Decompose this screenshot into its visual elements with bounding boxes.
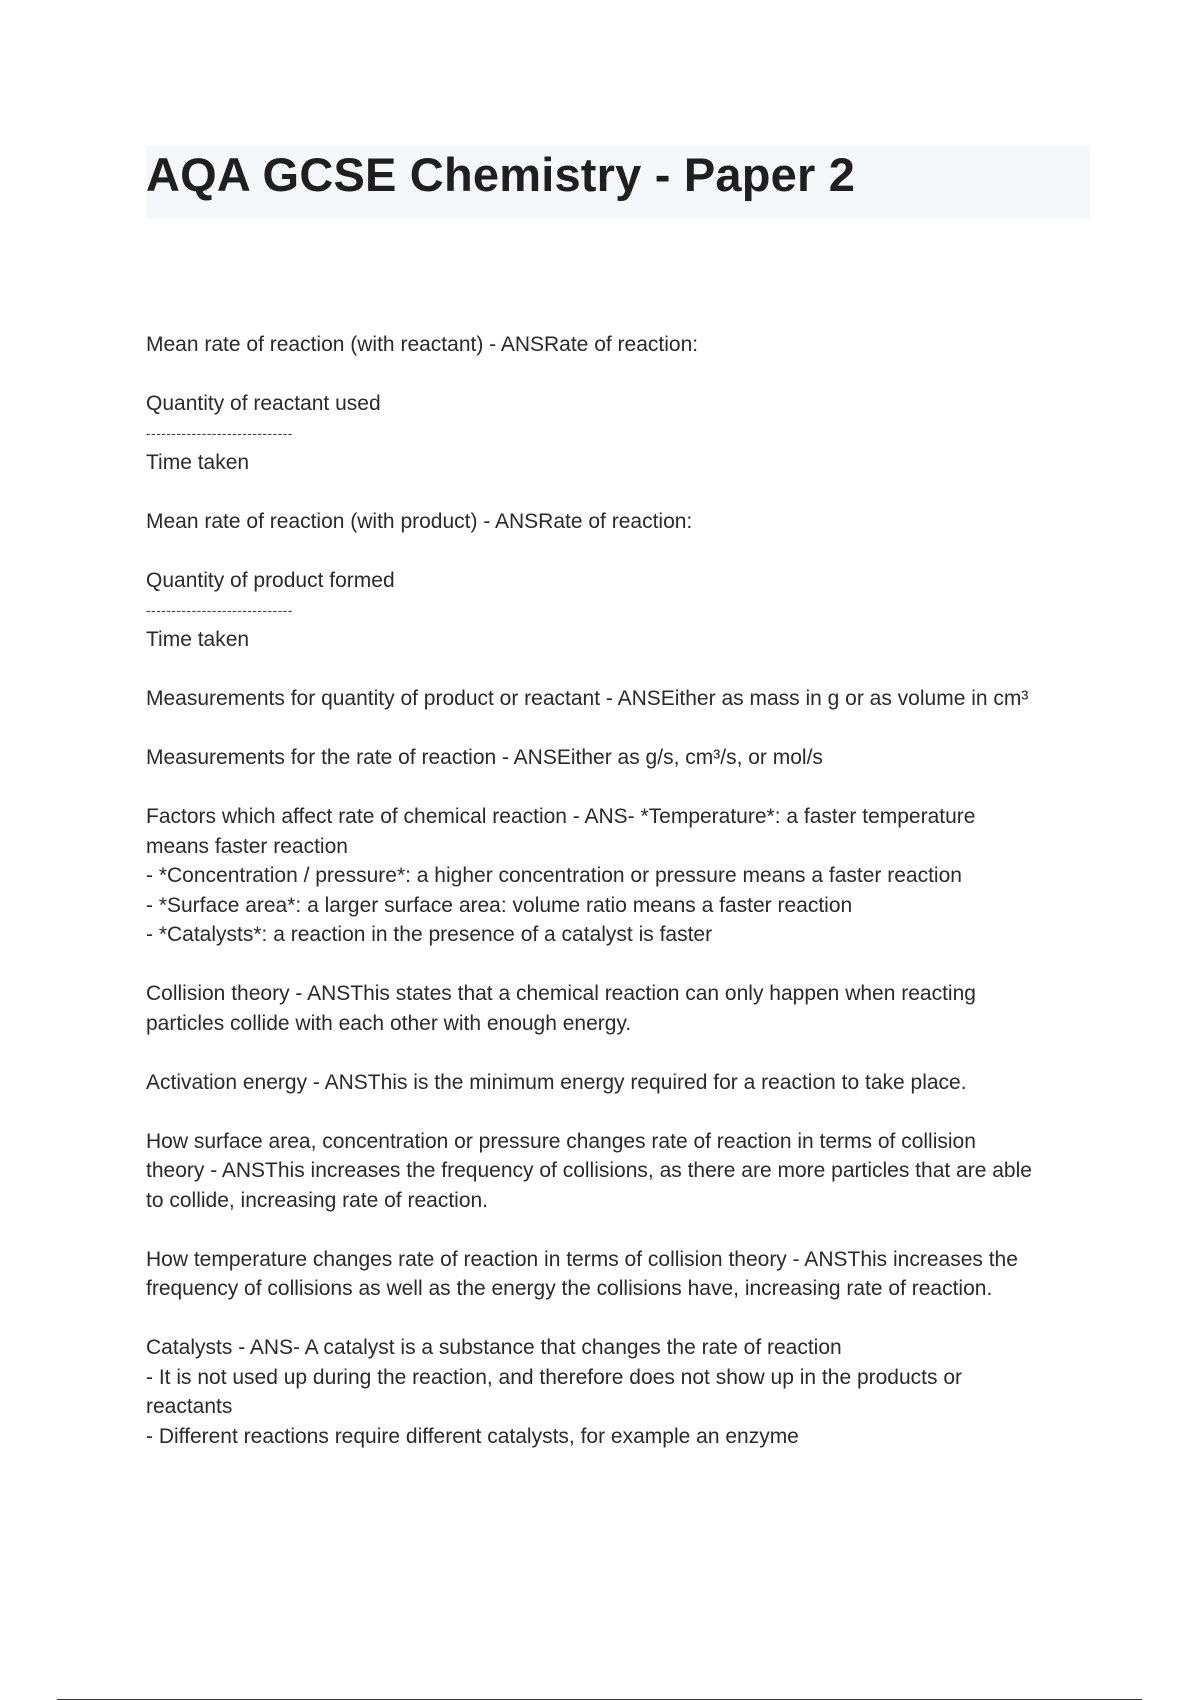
fraction-numerator: Quantity of reactant used: [146, 392, 381, 415]
entry-text: Measurements for quantity of product or reactant - ANSEither as mass in g or as volume in cm³: [146, 687, 1029, 710]
entry-measurements-rate: [146, 743, 1096, 773]
entry-line: How temperature changes rate of reaction in terms of collision theory - ANSThis increases the: [146, 1247, 1018, 1271]
entry-line: particles collide with each other with enough energy.: [146, 1011, 632, 1035]
fraction-divider: -----------------------------: [146, 424, 293, 441]
entry-line: - It is not used up during the reaction, and therefore does not show up in the products or: [146, 1365, 963, 1389]
entry-line: Collision theory - ANSThis states that a chemical reaction can only happen when reacting: [146, 982, 976, 1005]
entry-line: - *Catalysts*: a reaction in the presence of a catalyst is faster: [146, 923, 713, 946]
entry-temperature-collision: [146, 1245, 1096, 1304]
entry-line: theory - ANSThis increases the frequency of collisions, as there are more particles that are able: [146, 1159, 1032, 1182]
entry-catalysts: [146, 1333, 1096, 1451]
entry-line: Factors which affect rate of chemical reaction - ANS- *Temperature*: a faster temperature: [146, 805, 976, 828]
entry-line: means faster reaction: [146, 834, 348, 858]
entry-line: to collide, increasing rate of reaction.: [146, 1188, 489, 1212]
entry-line: - *Concentration / pressure*: a higher concentration or pressure means a faster reaction: [146, 864, 962, 887]
entry-collision-theory: [146, 979, 1096, 1038]
fraction-numerator: Quantity of product formed: [146, 569, 395, 592]
fraction-denominator: Time taken: [146, 451, 250, 474]
entry-line: - Different reactions require different catalysts, for example an enzyme: [146, 1424, 799, 1448]
entry-measurements-quantity: [146, 684, 1096, 714]
entry-activation-energy: [146, 1068, 1096, 1098]
entry-mean-rate-product: [146, 507, 1096, 655]
entry-surface-area-collision: [146, 1127, 1096, 1216]
entry-question: Mean rate of reaction (with product) - ANSRate of reaction:: [146, 510, 693, 533]
page-title: AQA GCSE Chemistry - Paper 2: [146, 148, 856, 201]
fraction-divider: -----------------------------: [146, 601, 293, 618]
entry-rate-factors: [146, 802, 1096, 950]
entry-line: Catalysts - ANS- A catalyst is a substance that changes the rate of reaction: [146, 1336, 842, 1359]
entry-line: How surface area, concentration or pressure changes rate of reaction in terms of collision: [146, 1129, 976, 1153]
entry-mean-rate-reactant: [146, 330, 1096, 478]
flashcard-list: [146, 330, 1096, 1481]
entry-question: Mean rate of reaction (with reactant) - ANSRate of reaction:: [146, 333, 699, 356]
entry-line: - *Surface area*: a larger surface area: volume ratio means a faster reaction: [146, 893, 853, 917]
entry-text: Activation energy - ANSThis is the minimum energy required for a reaction to take place.: [146, 1070, 967, 1094]
entry-text: Measurements for the rate of reaction - ANSEither as g/s, cm³/s, or mol/s: [146, 746, 823, 769]
entry-line: frequency of collisions as well as the energy the collisions have, increasing rate of reaction.: [146, 1277, 993, 1300]
fraction-denominator: Time taken: [146, 628, 250, 651]
entry-line: reactants: [146, 1395, 233, 1418]
